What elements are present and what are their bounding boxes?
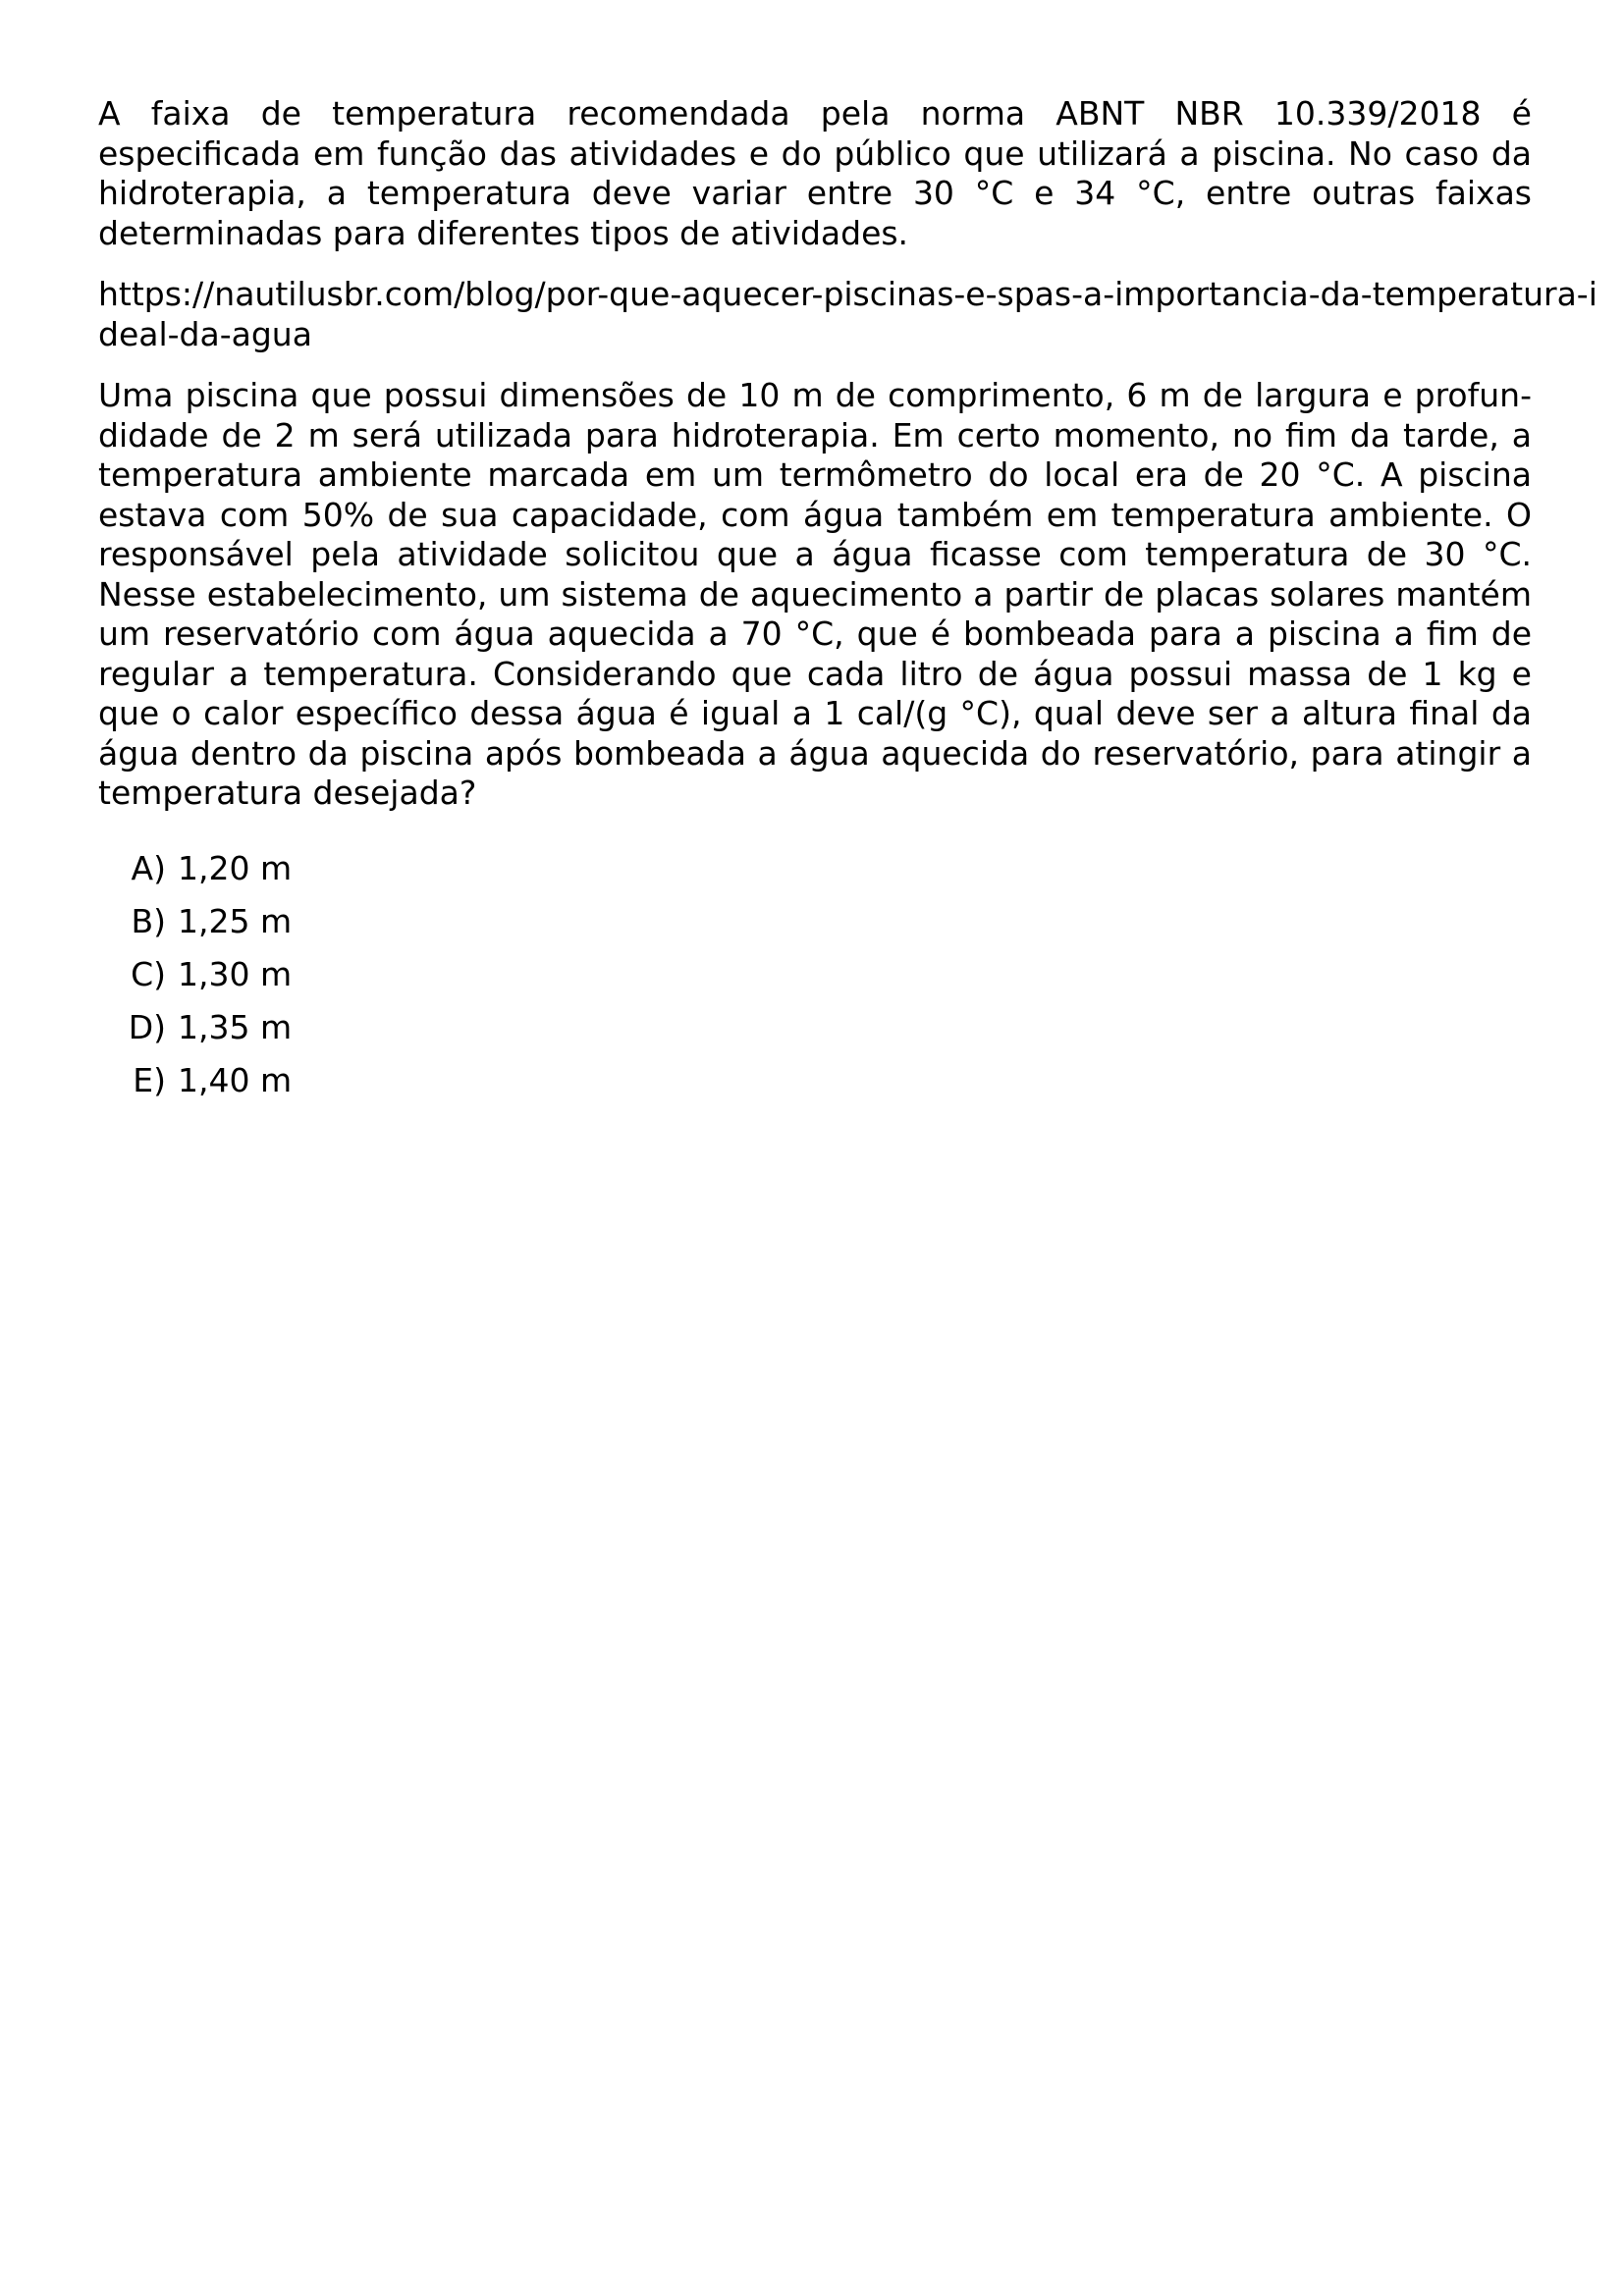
- option-letter: E): [133, 1060, 166, 1099]
- option-a[interactable]: [98, 849, 1532, 902]
- option-letter: D): [128, 1007, 166, 1046]
- option-letter: B): [131, 901, 166, 940]
- option-d[interactable]: [98, 1008, 1532, 1061]
- option-text: 1,35 m: [178, 1007, 293, 1046]
- option-text: 1,30 m: [178, 954, 293, 993]
- option-letter: C): [131, 954, 166, 993]
- option-b[interactable]: [98, 902, 1532, 955]
- option-text: 1,20 m: [178, 848, 293, 887]
- option-letter: A): [131, 848, 166, 887]
- question-document: [98, 94, 1597, 1114]
- option-text: 1,25 m: [178, 901, 293, 940]
- option-text: 1,40 m: [178, 1060, 293, 1099]
- question-paragraph: Uma piscina que possui dimensões de 10 m de comprimento, 6 m de largura e profundidade de 2 m será utilizada para hidroterapia. Em certo momento, no fim da tarde, a temperatura ambiente marcada em um termômetro do local era de 20 °C. A piscina estava com 50% de sua capacidade, com água também em temperatura ambiente. O responsável pela atividade solicitou que a água ficasse com temperatura de 30 °C. Nesse estabelecimento, um sistema de aquecimento a partir de placas solares mantém um reservatório com água aquecida a 70 °C, que é bombeada para a piscina a fim de regular a temperatura. Considerando que cada litro de água possui massa de 1 kg e que o calor específico dessa água é igual a 1 cal/(g °C), qual deve ser a altura final da água dentro da piscina após bombeada a água aquecida do reservatório, para atingir a temperatura desejada?: [98, 376, 1532, 812]
- source-url: https://nautilusbr.com/blog/por-que-aquecer-piscinas-e-spas-a-importancia-da-temperatura-ideal-da-agua: [98, 275, 1597, 353]
- option-c[interactable]: [98, 955, 1532, 1008]
- intro-paragraph: A faixa de temperatura recomendada pela norma ABNT NBR 10.339/2018 é especificada em função das atividades e do público que utilizará a piscina. No caso da hidroterapia, a temperatura deve variar entre 30 °C e 34 °C, entre outras faixas determinadas para diferentes tipos de atividades.: [98, 94, 1532, 252]
- option-e[interactable]: [98, 1061, 1532, 1114]
- answer-options: [98, 849, 1532, 1114]
